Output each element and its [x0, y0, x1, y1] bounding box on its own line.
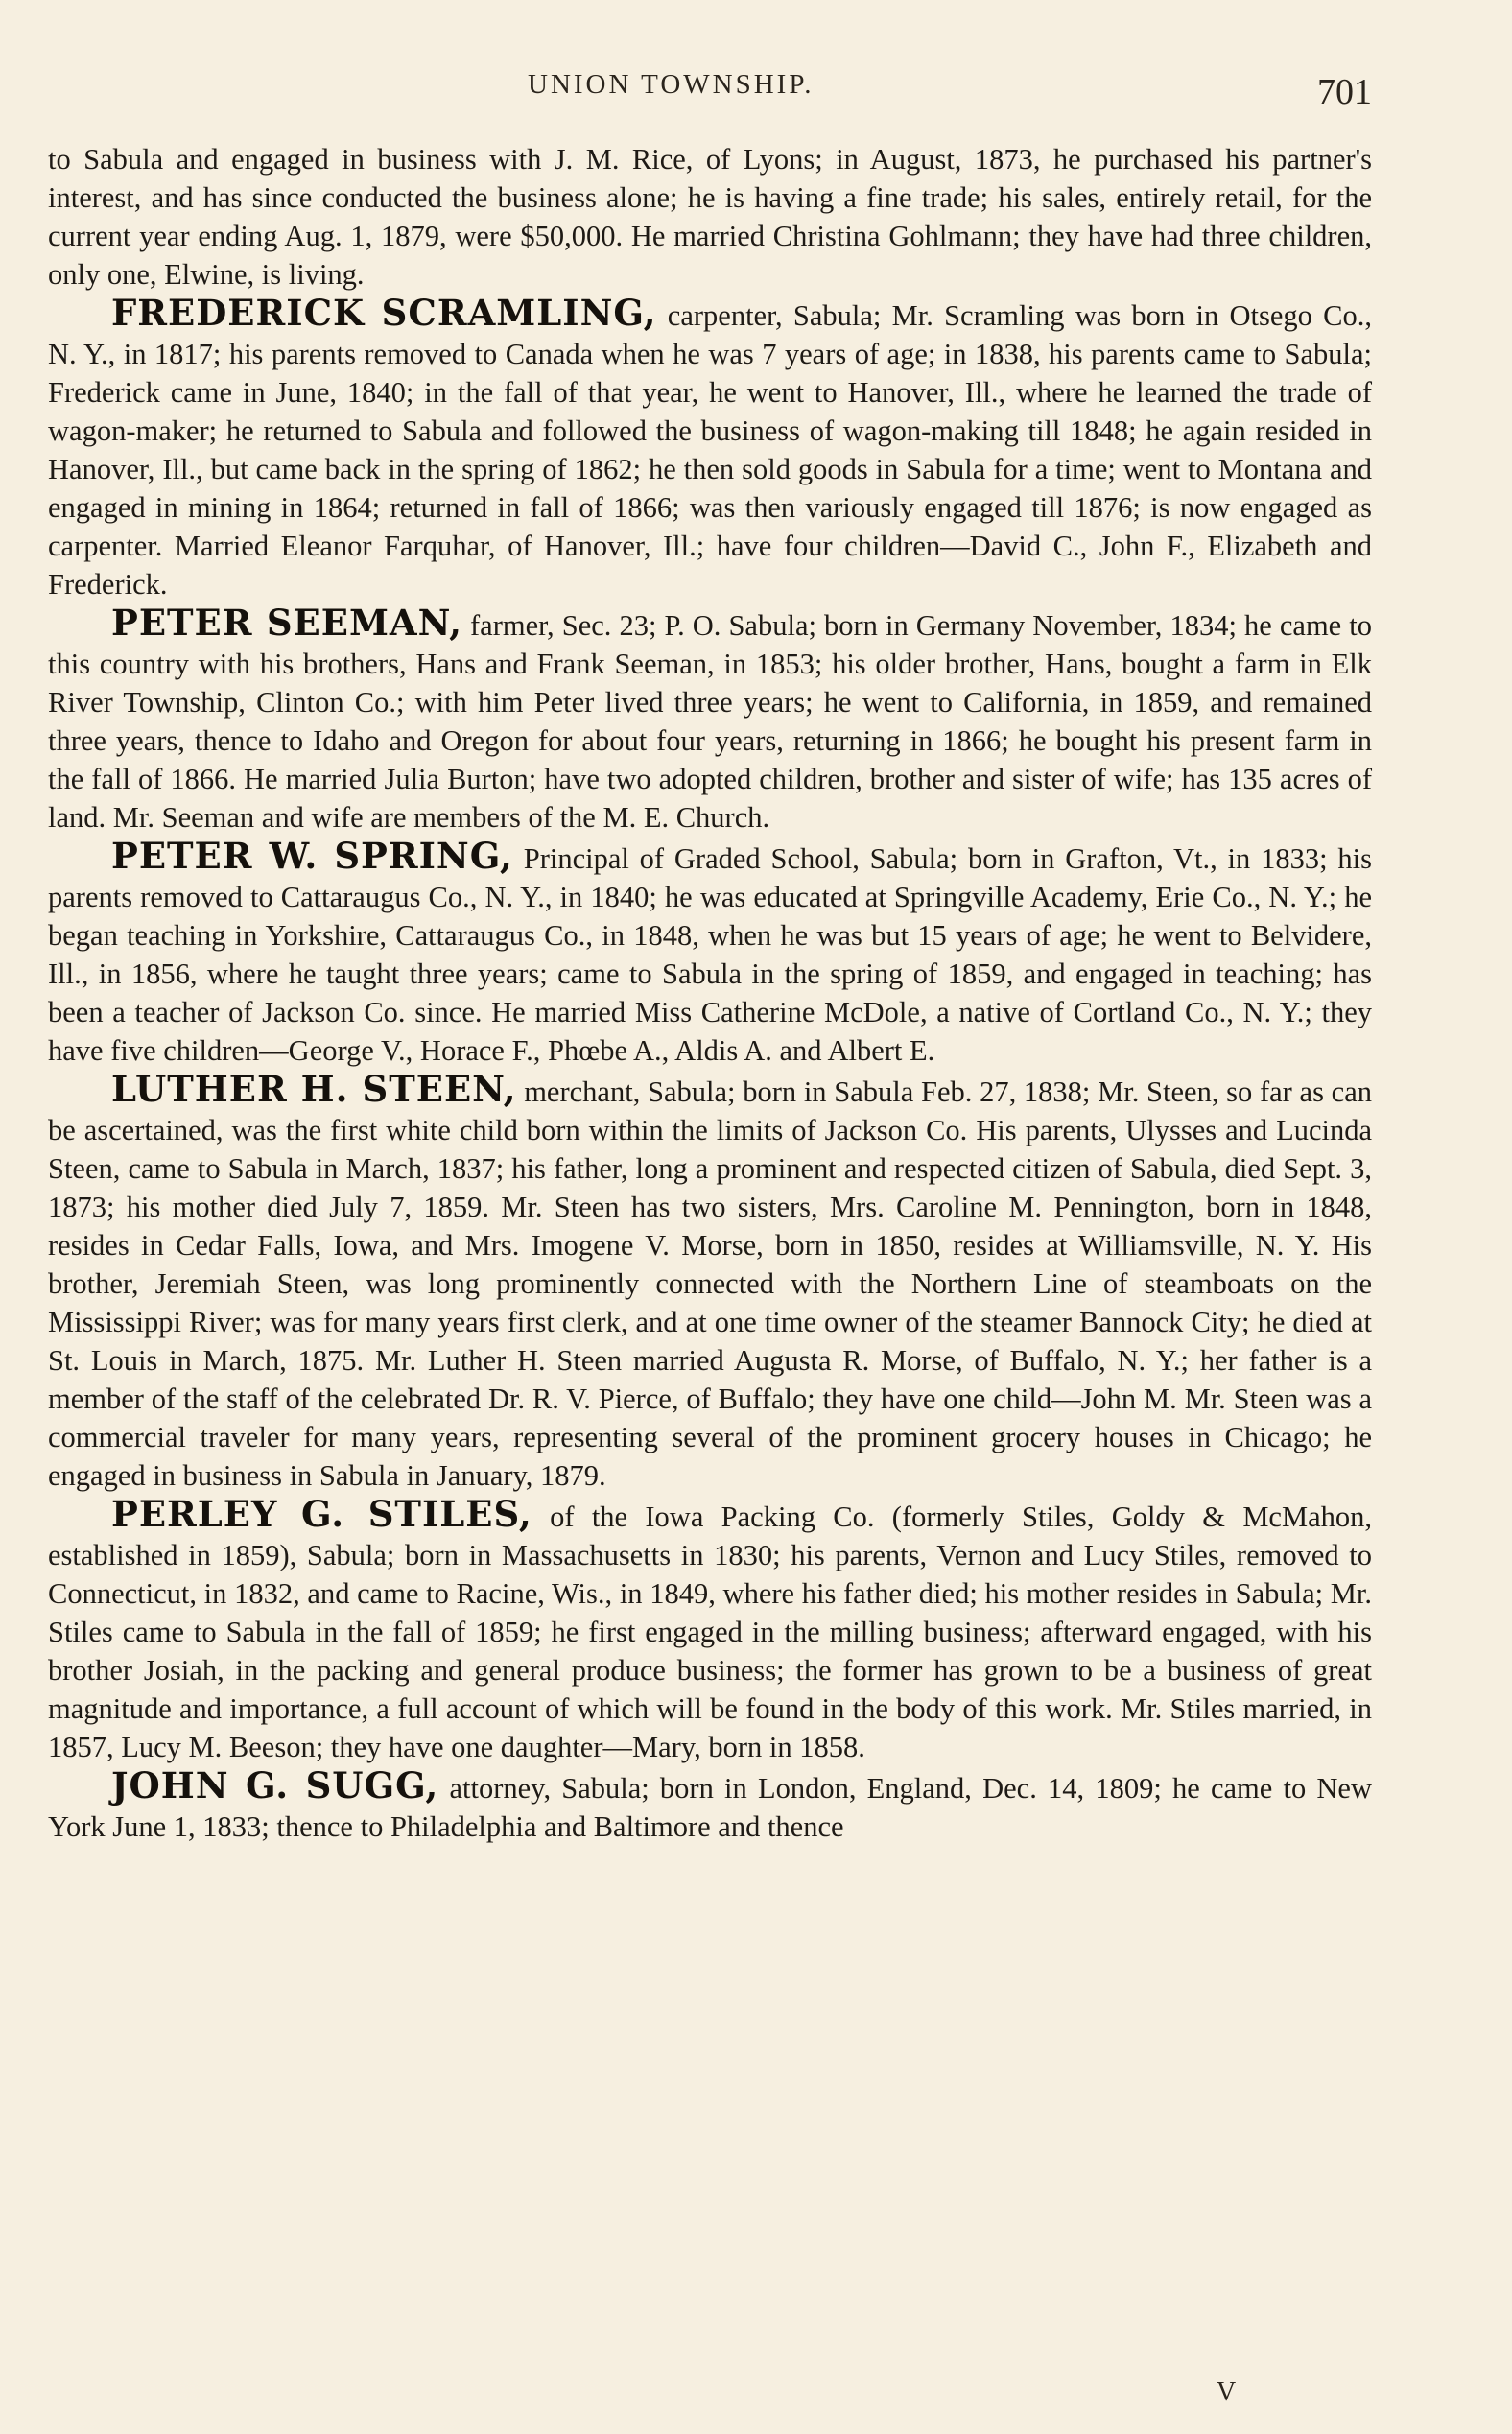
running-head: UNION TOWNSHIP. — [528, 69, 815, 100]
entry-name: PETER SEEMAN, — [111, 602, 462, 644]
biography-text — [48, 140, 1372, 1846]
biography-entry-spring — [48, 837, 1372, 1070]
continued-paragraph: to Sabula and engaged in business with J. M. Rice, of Lyons; in August, 1873, he purchased his partner's interest, and has since conducted the business alone; he is having a fine trade; his sales, entirely retail, for the current year ending Aug. 1, 1879, were $50,000. He married Christina Gohlmann; they have had three children, only one, Elwine, is living. — [48, 143, 1372, 291]
entry-name: FREDERICK SCRAMLING, — [111, 292, 657, 334]
page-header — [48, 67, 1372, 125]
entry-text: merchant, Sabula; born in Sabula Feb. 27, 1838; Mr. Steen, so far as can be ascertained, was the first white child born within the limits of Jackson Co. His parents, Ulysses and Lucinda Steen, came to Sabula in March, 1837; his father, long a prominent and respected citizen of Sabula, died Sept. 3, 1873; his mother died July 7, 1859. Mr. Steen has two sisters, Mrs. Caroline M. Pennington, born in 1848, resides in Cedar Falls, Iowa, and Mrs. Imogene V. Morse, born in 1850, resides at Williamsville, N. Y. His brother, Jeremiah Steen, was long prominently connected with the Northern Line of steamboats on the Mississippi River; was for many years first clerk, and at one time owner of the steamer Bannock City; he died at St. Louis in March, 1875. Mr. Luther H. Steen married Augusta R. Morse, of Buffalo, N. Y.; her father is a member of the staff of the celebrated Dr. R. V. Pierce, of Buffalo; they have one child—John M. Mr. Steen was a commercial traveler for many years, representing several of the prominent grocery houses in Chicago; he engaged in business in Sabula in January, 1879. — [48, 1075, 1373, 1492]
entry-text: farmer, Sec. 23; P. O. Sabula; born in Germany November, 1834; he came to this country with his brothers, Hans and Frank Seeman, in 1853; his older brother, Hans, bought a farm in Elk River Township, Clinton Co.; with him Peter lived three years; he went to California, in 1859, and remained three years, thence to Idaho and Oregon for about four years, returning in 1866; he bought his present farm in the fall of 1866. He married Julia Burton; have two adopted children, brother and sister of wife; has 135 acres of land. Mr. Seeman and wife are members of the M. E. Church. — [48, 609, 1372, 834]
biography-entry-sugg — [48, 1766, 1372, 1846]
biography-entry-steen — [48, 1070, 1372, 1495]
entry-text: attorney, Sabula; born in London, England, Dec. 14, 1809; he came to New York June 1, 1833; thence to Philadelphia and Baltimore and thence — [48, 1772, 1372, 1843]
page-number: 701 — [1317, 72, 1372, 112]
biography-entry-seeman — [48, 603, 1372, 837]
signature-mark: V — [1217, 2377, 1237, 2407]
biography-entry-scramling — [48, 294, 1372, 603]
entry-name: LUTHER H. STEEN, — [111, 1068, 517, 1110]
entry-text: Principal of Graded School, Sabula; born in Grafton, Vt., in 1833; his parents removed to Cattaraugus Co., N. Y., in 1840; he was educated at Springville Academy, Erie Co., N. Y.; he began teaching in Yorkshire, Cattaraugus Co., in 1848, when he was but 15 years of age; he went to Belvidere, Ill., in 1856, where he taught three years; came to Sabula in the spring of 1859, and engaged in teaching; has been a teacher of Jackson Co. since. He married Miss Catherine McDole, a native of Cortland Co., N. Y.; they have five children—George V., Horace F., Phœbe A., Aldis A. and Albert E. — [48, 842, 1372, 1067]
entry-text: carpenter, Sabula; Mr. Scramling was born in Otsego Co., N. Y., in 1817; his parents removed to Canada when he was 7 years of age; in 1838, his parents came to Sabula; Frederick came in June, 1840; in the fall of that year, he went to Hanover, Ill., where he learned the trade of wagon-maker; he returned to Sabula and followed the business of wagon-making till 1848; he again resided in Hanover, Ill., but came back in the spring of 1862; he then sold goods in Sabula for a time; went to Montana and engaged in mining in 1864; returned in fall of 1866; was then variously engaged till 1876; is now engaged as carpenter. Married Eleanor Farquhar, of Hanover, Ill.; have four children—David C., John F., Elizabeth and Frederick. — [48, 299, 1372, 601]
entry-name: JOHN G. SUGG, — [111, 1764, 439, 1807]
biography-entry-stiles — [48, 1495, 1372, 1766]
entry-text: of the Iowa Packing Co. (formerly Stiles, Goldy & McMahon, established in 1859), Sabula; born in Massachusetts in 1830; his parents, Vernon and Lucy Stiles, removed to Connecticut, in 1832, and came to Racine, Wis., in 1849, where his father died; his mother resides in Sabula; Mr. Stiles came to Sabula in the fall of 1859; he first engaged in the milling business; afterward engaged, with his brother Josiah, in the packing and general produce business; the former has grown to be a business of great magnitude and importance, a full account of which will be found in the body of this work. Mr. Stiles married, in 1857, Lucy M. Beeson; they have one daughter—Mary, born in 1858. — [48, 1501, 1373, 1763]
entry-name: PETER W. SPRING, — [111, 835, 513, 877]
entry-name: PERLEY G. STILES, — [111, 1493, 532, 1535]
